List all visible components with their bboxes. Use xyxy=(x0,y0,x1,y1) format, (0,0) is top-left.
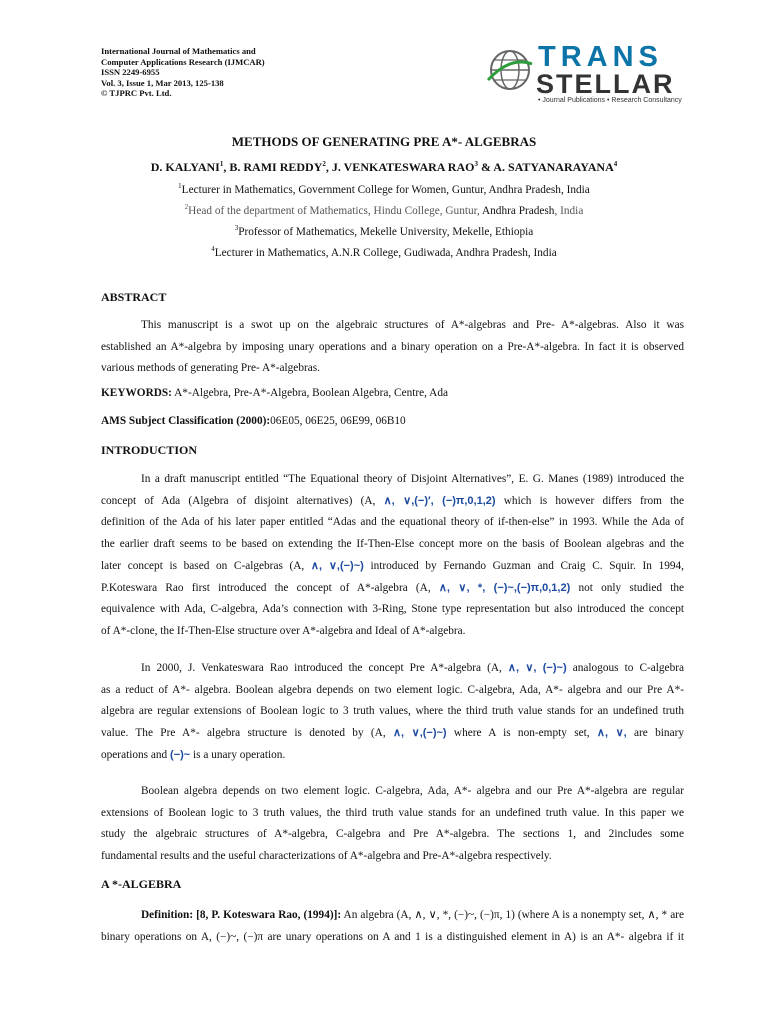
affiliation-4: $^4$Lecturer in Mathematics, A.N.R College, Gudiwada, Andhra Pradesh, India xyxy=(211,245,557,259)
ams-classification: AMS Subject Classification (2000):06E05, 06E25, 06E99, 06B10 xyxy=(101,415,406,427)
affiliation-1: $^1$Lecturer in Mathematics, Government College for Women, Guntur, Andhra Pradesh, India xyxy=(178,182,590,196)
globe-icon xyxy=(486,46,534,94)
journal-volume: Vol. 3, Issue 1, Mar 2013, 125-138 xyxy=(101,77,224,88)
paper-title: METHODS OF GENERATING PRE A*- ALGEBRAS xyxy=(231,134,537,149)
introduction-paragraph-2: In 2000, J. Venkateswara Rao introduced the concept Pre A*-algebra (A, ∧, ∨, (−)~) analogous to C-algebra as a reduct of A*- algebra. Boolean algebra depends on two element logic. C-algebra, Ada, A*- algebra and our Pre A*- algebra are regular extensions of Boolean logic to 3 truth values, where the third truth value stands for an undefined truth value. The Pre A*- algebra structure is denoted by (A, ∧, ∨,(−)~) where A is non-empty set, ∧, ∨, are binary operations and (−)~ is a unary operation. xyxy=(101,662,684,761)
formula-unary-op: (−)~ xyxy=(170,748,191,761)
transstellar-logo xyxy=(486,40,686,106)
formula-pre-a-star: ∧, ∨, (−)~) xyxy=(507,662,567,674)
formula-c-algebra: ∧, ∨,(−)~) xyxy=(310,559,364,572)
formula-a-star-algebra: ∧, ∨, *, (−)~,(−)π,0,1,2) xyxy=(438,581,571,594)
author-list: D. KALYANI$^1$, B. RAMI REDDY$^2$, J. VENKATESWARA RAO$^3$ & A. SATYANARAYANA$^4$ xyxy=(150,160,618,174)
introduction-heading: INTRODUCTION xyxy=(101,443,198,457)
keywords: KEYWORDS: A*-Algebra, Pre-A*-Algebra, Boolean Algebra, Centre, Ada xyxy=(101,387,448,399)
journal-issn: ISSN 2249-6955 xyxy=(101,67,160,78)
abstract-heading: ABSTRACT xyxy=(101,290,167,304)
abstract-text: This manuscript is a swot up on the algebraic structures of A*-algebras and Pre- A*-algebras. Also it was established an A*-algebra by imposing unary operations and a binary operation on a Pre-A*-algebra. In fact it is observed various methods of generating Pre- A*-algebras. xyxy=(101,319,684,375)
definition-paragraph: Definition: [8, P. Koteswara Rao, (1994)]: An algebra (A, ∧, ∨, *, (−)~, (−)π, 1) (where A is a nonempty set, ∧, * are binary operations on A, (−)~, (−)π are unary operations on A and 1 is a distinguished element in A) is an A*- algebra if it xyxy=(101,909,684,943)
logo-trans-text: TRANS xyxy=(538,41,663,73)
logo-tagline: • Journal Publications • Research Consultancy xyxy=(538,97,682,104)
journal-info xyxy=(101,46,265,99)
journal-name-line1: International Journal of Mathematics and xyxy=(101,46,256,56)
a-star-algebra-heading: A *-ALGEBRA xyxy=(101,877,182,891)
introduction-paragraph-1: In a draft manuscript entitled “The Equational theory of Disjoint Alternatives”, E. G. Manes (1989) introduced the concept of Ada (Algebra of disjoint alternatives) (A, ∧, ∨,(−)′, (−)π,0,1,2) which is however differs from the definition of the Ada of his later paper entitled “Adas and the equational theory of if-then-else” in 1993. While the Ada of the earlier draft seems to be based on extending the If-Then-Else concept more on the basis of Boolean algebras and the later concept is based on C-algebras (A, ∧, ∨,(−)~) introduced by Fernando Guzman and Craig C. Squir. In 1994, P.Koteswara Rao first introduced the concept of A*-algebra (A, ∧, ∨, *, (−)~,(−)π,0,1,2) not only studied the equivalence with Ada, C-algebra, Ada’s connection with 3-Ring, Stone type representation but also introduced the concept of A*-clone, the If-Then-Else structure over A*-algebra and Ideal of A*-algebra. xyxy=(101,473,684,637)
affiliation-3: $^3$Professor of Mathematics, Mekelle University, Mekelle, Ethiopia xyxy=(234,224,534,238)
introduction-paragraph-3: Boolean algebra depends on two element logic. C-algebra, Ada, A*- algebra and our Pre A*-algebra are regular extensions of Boolean logic to 3 truth values, the third truth value stands for an undefined truth value. In this paper we study the algebraic structures of A*-algebra, C-algebra and Pre A*-algebra. The sections 1, and 2includes some fundamental results and the useful characterizations of A*-algebra and Pre-A*-algebra respectively. xyxy=(101,785,684,863)
formula-ada: ∧, ∨,(−)′, (−)π,0,1,2) xyxy=(383,494,496,507)
journal-copyright: © TJPRC Pvt. Ltd. xyxy=(101,88,172,99)
formula-binary-ops: ∧, ∨, xyxy=(596,727,627,740)
journal-name-line2: Computer Applications Research (IJMCAR) xyxy=(101,56,265,67)
logo-stellar-text: STELLAR xyxy=(536,69,675,99)
affiliation-2: $^2$Head of the department of Mathematics, Hindu College, Guntur, Andhra Pradesh, India xyxy=(184,203,584,217)
formula-structure: ∧, ∨,(−)~) xyxy=(392,727,447,740)
